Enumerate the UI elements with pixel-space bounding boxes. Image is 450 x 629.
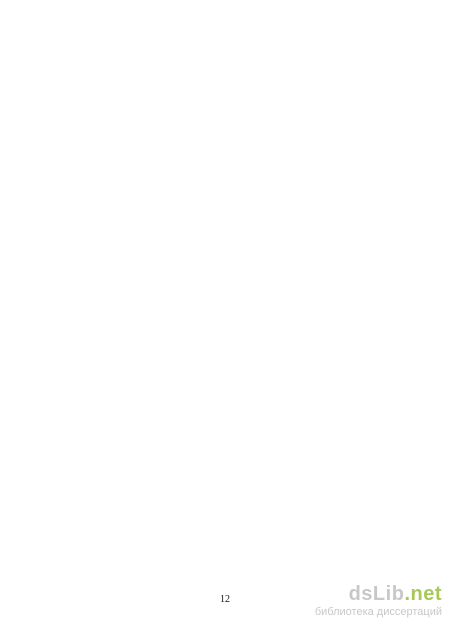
- page-number: 12: [220, 594, 230, 605]
- watermark-logo: dsLib.net: [348, 583, 442, 605]
- watermark: [262, 583, 442, 623]
- watermark-subtitle: библиотека диссертаций: [314, 606, 442, 618]
